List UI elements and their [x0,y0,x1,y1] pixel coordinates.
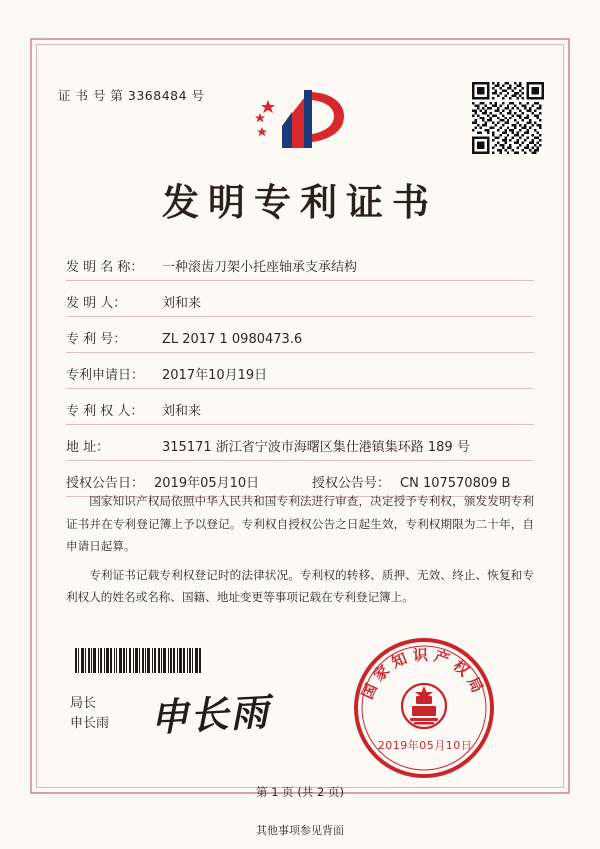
signature-labels [70,694,109,734]
page-title: 发明专利证书 [162,180,438,224]
qr-code-icon [472,82,544,154]
field-row-patent-number [66,317,534,353]
label-grant-date: 授权公告日： [66,476,145,491]
legal-body-text [66,490,534,615]
value-grant-number: CN 107570809 B [400,476,511,491]
value-application-date: 2017年10月19日 [162,368,268,383]
field-row-invention-title [66,245,534,281]
signature-name: 申长雨 [70,716,110,732]
field-row-application-date [66,353,534,389]
field-row-inventor [66,281,534,317]
certificate-number: 证 书 号 第 3368484 号 [58,88,205,103]
field-row-address [66,425,534,461]
body-paragraph-2: 专利证书记载专利权登记时的法律状况。专利权的转移、质押、无效、终止、恢复和专利权人的姓名或名称、国籍、地址变更等事项记载在专利登记簿上。 [66,567,534,605]
label-application-date: 专利申请日： [66,368,145,383]
value-patentee: 刘和来 [162,404,202,419]
label-patentee: 专 利 权 人： [66,404,144,419]
field-row-patentee [66,389,534,425]
page-number: 第 1 页 (共 2 页) [256,785,344,799]
barcode [75,648,231,673]
official-seal-icon [352,636,496,780]
label-patent-number: 专 利 号： [66,332,127,347]
value-invention-title: 一种滚齿刀架小托座轴承支承结构 [162,260,358,275]
value-patent-number: ZL 2017 1 0980473.6 [162,332,303,347]
field-list [66,245,534,497]
label-inventor: 发 明 人： [66,296,127,311]
value-inventor: 刘和来 [162,296,202,311]
signature-title: 局长 [70,696,97,711]
label-invention-title: 发 明 名 称： [66,260,144,275]
svg-text:国家知识产权局: 国家知识产权局 [358,645,490,702]
value-grant-date: 2019年05月10日 [154,476,260,491]
value-address: 315171 浙江省宁波市海曙区集仕港镇集环路 189 号 [162,440,470,455]
patent-office-logo-icon [252,86,348,156]
footer-note: 其他事项参见背面 [256,824,344,837]
label-grant-number: 授权公告号： [312,476,391,491]
handwritten-signature: 申长雨 [149,688,272,741]
seal-date: 2019年05月10日 [377,739,473,752]
label-address: 地 址： [66,440,110,455]
body-paragraph-1: 国家知识产权局依照中华人民共和国专利法进行审查，决定授予专利权，颁发发明专利证书并在专利登记簿上予以登记。专利权自授权公告之日起生效，专利权期限为二十年，自申请日起算。 [66,494,534,554]
